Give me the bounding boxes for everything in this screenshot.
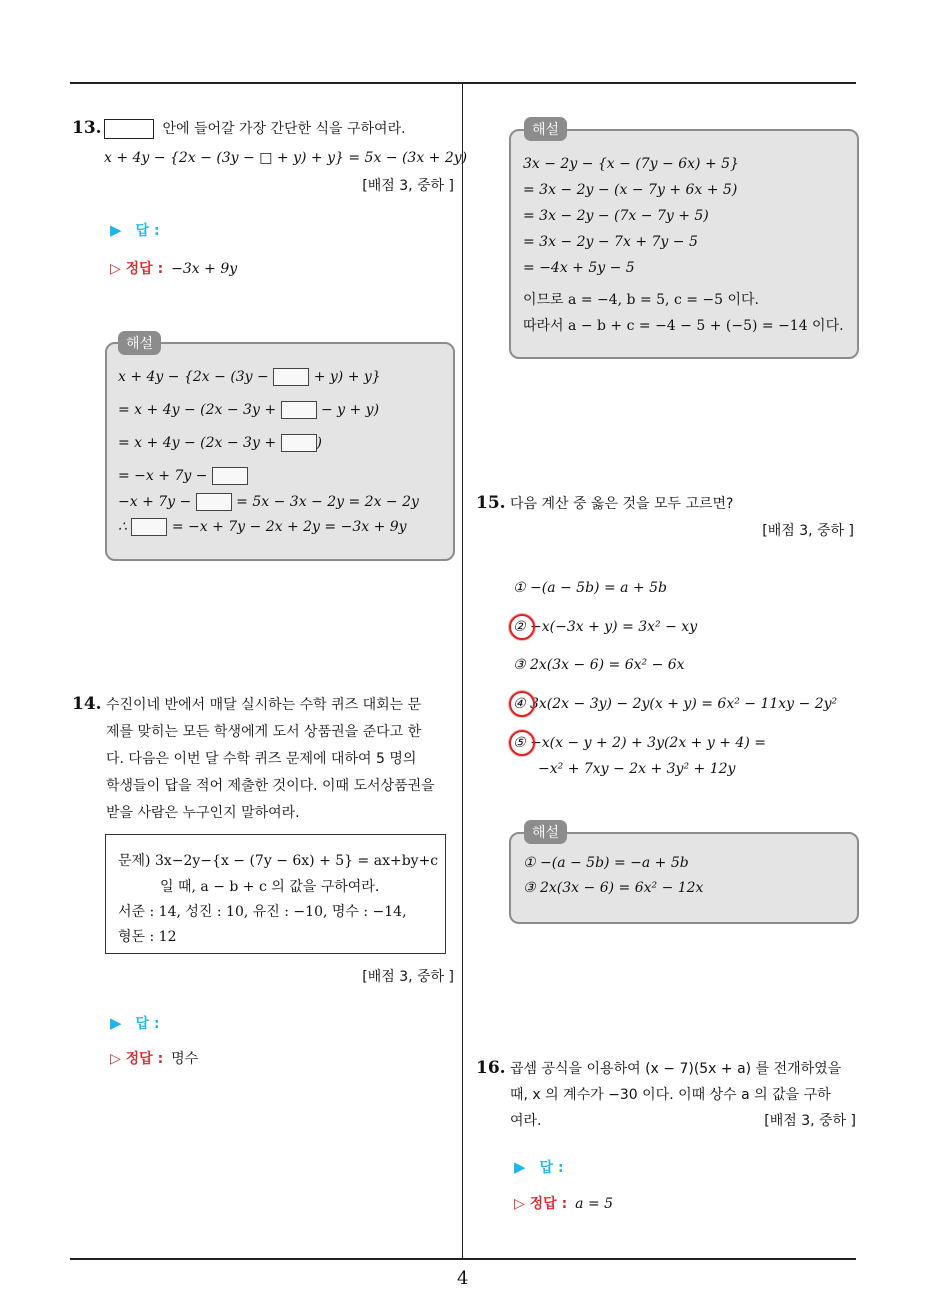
q13-stem-text: 안에 들어갈 가장 간단한 식을 구하여라. [162, 121, 406, 137]
q13-sol-line-6: ∴ = −x + 7y − 2x + 2y = −3x + 9y [118, 519, 407, 535]
q14-sol-line-2: = 3x − 2y − (x − 7y + 6x + 5) [523, 182, 738, 198]
q13-sol-line-1: x + 4y − {2x − (3y − + y) + y} [118, 369, 381, 385]
q14-box-line-1: 문제) 3x−2y−{x − (7y − 6x) + 5} = ax+by+c [118, 853, 439, 869]
q14-sol-line-3: = 3x − 2y − (7x − 7y + 5) [523, 208, 709, 224]
play-triangle-icon: ▶ [514, 1158, 526, 1176]
q13-sol-line-3: = x + 4y − (2x − 3y + ) [118, 435, 322, 451]
q14-number: 14. [72, 694, 102, 714]
q14-stem-line-3: 다. 다음은 이번 달 수학 퀴즈 문제에 대하여 5 명의 [106, 751, 417, 767]
q15-sol-line-2: ③ 2x(3x − 6) = 6x² − 12x [523, 880, 704, 896]
bottom-rule [70, 1258, 856, 1260]
q13-answer-label: ▶ 답 : [110, 221, 160, 239]
q14-box-line-2: 일 때, a − b + c 의 값을 구하여라. [160, 879, 380, 895]
blank-box [281, 401, 317, 419]
q14-answer-label: ▶ 답 : [110, 1014, 160, 1032]
q13-sol-line-2: = x + 4y − (2x − 3y + − y + y) [118, 402, 380, 418]
q15-points: [배점 3, 중하 ] [762, 523, 854, 539]
outline-triangle-icon: ▷ [514, 1196, 530, 1212]
blank-box [131, 518, 167, 536]
q15-solution-box [509, 832, 859, 924]
q15-mark-circle-5 [509, 730, 535, 756]
q14-stem-line-4: 학생들이 답을 적어 제출한 것이다. 이때 도서상품권을 [106, 778, 435, 794]
page-number: 4 [457, 1268, 469, 1289]
blank-box [196, 493, 232, 511]
q14-stem-line-5: 받을 사람은 누구인지 말하여라. [106, 805, 300, 821]
q14-box-line-3: 서준 : 14, 성진 : 10, 유진 : −10, 명수 : −14, [118, 904, 407, 920]
q13-stem [104, 118, 406, 139]
q14-correct-answer: ▷ 정답 : 명수 [110, 1051, 199, 1067]
q14-sol-line-7: 따라서 a − b + c = −4 − 5 + (−5) = −14 이다. [523, 318, 844, 334]
q13-blank-box [104, 119, 154, 139]
q15-mark-circle-2 [509, 614, 535, 640]
blank-box [273, 368, 309, 386]
q15-sol-line-1: ① −(a − 5b) = −a + 5b [523, 855, 689, 871]
q15-solution-tag: 해설 [524, 820, 567, 844]
play-triangle-icon: ▶ [110, 1014, 122, 1032]
q14-solution-tag: 해설 [524, 117, 567, 141]
q14-sol-line-6: 이므로 a = −4, b = 5, c = −5 이다. [523, 292, 759, 308]
q15-choice-5: ⑤ −x(x − y + 2) + 3y(2x + y + 4) = [513, 735, 766, 751]
q15-choice-3: ③ 2x(3x − 6) = 6x² − 6x [513, 657, 685, 673]
q13-solution-tag: 해설 [118, 331, 161, 355]
q14-sol-line-4: = 3x − 2y − 7x + 7y − 5 [523, 234, 698, 250]
q15-choice-1: ① −(a − 5b) = a + 5b [513, 580, 667, 596]
q16-stem-line-2: 때, x 의 계수가 −30 이다. 이때 상수 a 의 값을 구하 [510, 1087, 831, 1103]
q15-choice-4: ④ 3x(2x − 3y) − 2y(x + y) = 6x² − 11xy − 2y² [513, 696, 838, 712]
column-divider [462, 83, 463, 1259]
q15-number: 15. [476, 493, 506, 513]
q14-box-line-4: 형돈 : 12 [118, 929, 177, 945]
blank-box [281, 434, 317, 452]
q16-number: 16. [476, 1058, 506, 1078]
q16-answer-label: ▶ 답 : [514, 1158, 564, 1176]
q14-stem-line-1: 수진이네 반에서 매달 실시하는 수학 퀴즈 대회는 문 [106, 697, 422, 713]
q13-sol-line-5: −x + 7y − = 5x − 3x − 2y = 2x − 2y [118, 494, 419, 510]
q13-equation: x + 4y − {2x − (3y − □ + y) + y} = 5x − (3x + 2y) [104, 150, 468, 166]
q15-mark-circle-4 [509, 691, 535, 717]
outline-triangle-icon: ▷ [110, 261, 126, 277]
q15-stem: 다음 계산 중 옳은 것을 모두 고르면? [510, 496, 734, 512]
q14-points: [배점 3, 중하 ] [362, 969, 454, 985]
q16-stem-line-1: 곱셈 공식을 이용하여 (x − 7)(5x + a) 를 전개하였을 [510, 1061, 842, 1077]
q16-points: [배점 3, 중하 ] [764, 1113, 856, 1129]
q14-sol-line-1: 3x − 2y − {x − (7y − 6x) + 5} [523, 156, 739, 172]
blank-box [212, 467, 248, 485]
q14-sol-line-5: = −4x + 5y − 5 [523, 260, 635, 276]
outline-triangle-icon: ▷ [110, 1051, 126, 1067]
play-triangle-icon: ▶ [110, 221, 122, 239]
q15-choice-5-cont: −x² + 7xy − 2x + 3y² + 12y [538, 761, 736, 777]
q13-correct-answer: ▷ 정답 : −3x + 9y [110, 261, 238, 277]
q15-choice-2: ② −x(−3x + y) = 3x² − xy [513, 619, 698, 635]
q13-number: 13. [72, 118, 102, 138]
q13-sol-line-4: = −x + 7y − [118, 467, 248, 485]
q14-stem-line-2: 제를 맞히는 모든 학생에게 도서 상품권을 준다고 한 [106, 724, 422, 740]
q16-correct-answer: ▷ 정답 : a = 5 [514, 1196, 614, 1212]
q16-stem-line-3: 여라. [510, 1113, 542, 1129]
q13-points: [배점 3, 중하 ] [362, 178, 454, 194]
